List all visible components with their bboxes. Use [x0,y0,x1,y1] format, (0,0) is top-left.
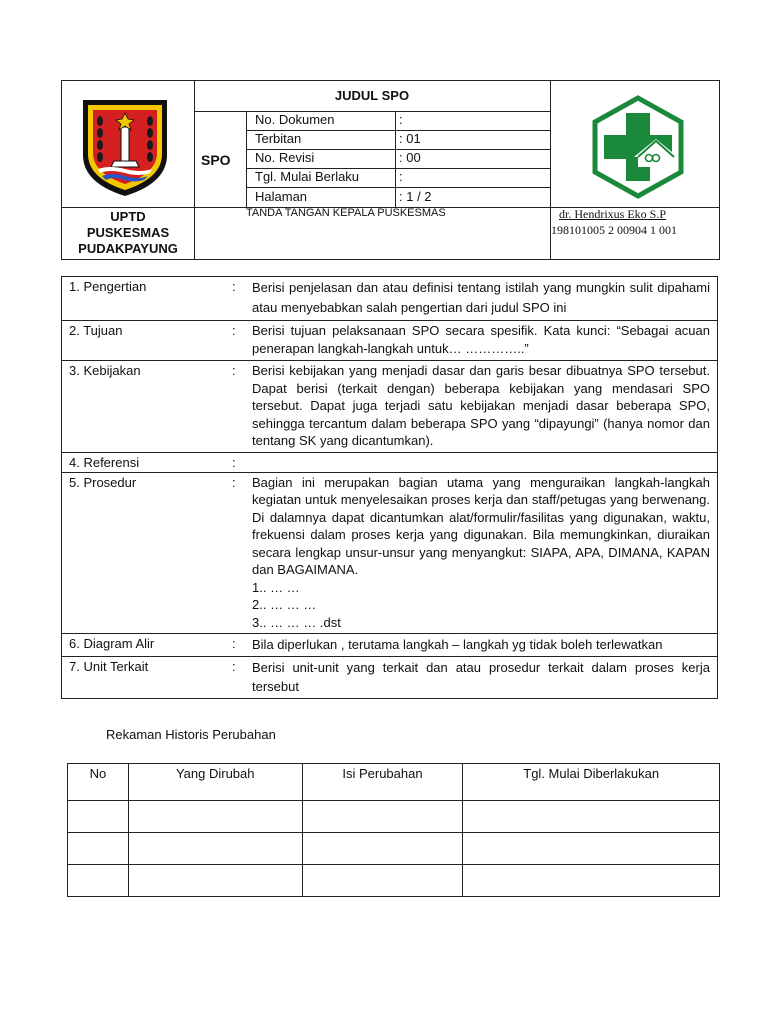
effective-date-label: Tgl. Mulai Berlaku [255,169,360,184]
puskesmas-logo-icon [590,95,686,199]
section-label: 1. Pengertian [69,279,147,294]
effective-date-value: : [399,169,403,184]
table-cell[interactable] [463,833,720,865]
table-cell[interactable] [463,801,720,833]
doc-number-value: : [399,112,403,127]
table-row [68,865,720,897]
section-text: Berisi kebijakan yang menjadi dasar dan garis besar dibuatnya SPO tersebut. Dapat berisi (terkait dengan) beberapa kebijakan yang mendasari SPO tersebut. Dapat juga terjadi satu kebijakan menjadi dasar beberapa SPO, sehingga tercantum dalam beberapa SPO yang “dipayungi” (hanya nomor dan tentang SK yang dicantumkan). [252,363,710,448]
procedure-step: 1.. … … [252,579,300,595]
section-colon: : [232,279,236,294]
table-cell[interactable] [302,833,463,865]
signature-caption: TANDA TANGAN KEPALA PUSKESMAS [246,207,446,219]
table-cell[interactable] [302,865,463,897]
section-text: Berisi tujuan pelaksanaan SPO secara spesifik. Kata kunci: “Sebagai acuan penerapan langkah-langkah untuk… …………..” [252,323,710,356]
head-nip: 198101005 2 00904 1 001 [551,223,677,237]
history-col-content: Isi Perubahan [302,764,463,801]
procedure-step: 2.. … … … [252,597,317,612]
section-colon: : [232,323,236,338]
section-row-reference [62,453,717,473]
section-row-procedure [62,473,717,635]
org-line-3: PUDAKPAYUNG [78,241,178,256]
spo-label: SPO [201,152,231,168]
section-label: 3. Kebijakan [69,363,141,378]
table-cell[interactable] [463,865,720,897]
history-header-row [68,764,720,801]
section-label: 5. Prosedur [69,474,137,490]
history-col-changed: Yang Dirubah [128,764,302,801]
procedure-step: 3.. … … … .dst [252,614,341,630]
history-table [67,763,720,897]
section-row-related-unit [62,657,717,698]
org-line-1: UPTD [110,209,146,224]
table-cell[interactable] [68,865,129,897]
section-label: 6. Diagram Alir [69,636,155,651]
section-row-flowchart [62,634,717,657]
history-col-no: No [68,764,129,801]
table-cell[interactable] [68,801,129,833]
document-header [61,80,720,260]
page-value: : 1 / 2 [399,189,432,204]
revision-value: : 00 [399,150,421,165]
organization-name [62,209,194,257]
section-text: Bila diperlukan , terutama langkah – langkah yg tidak boleh terlewatkan [252,637,663,652]
org-line-2: PUSKESMAS [86,225,170,240]
spo-content-table [61,276,718,699]
table-row [68,801,720,833]
doc-number-label: No. Dokumen [255,112,335,127]
section-label: 4. Referensi [69,454,140,470]
section-label: 7. Unit Terkait [69,659,149,674]
section-colon: : [232,363,236,378]
history-col-date: Tgl. Mulai Diberlakukan [463,764,720,801]
table-cell[interactable] [128,865,302,897]
section-text: Berisi unit-unit yang terkait dan atau prosedur terkait dalam proses kerja tersebut [252,660,710,694]
page-label: Halaman [255,189,308,204]
table-cell[interactable] [128,801,302,833]
section-row-policy [62,361,717,453]
section-colon: : [232,659,236,674]
table-cell[interactable] [128,833,302,865]
table-row [68,833,720,865]
revision-label: No. Revisi [255,150,315,165]
section-colon: : [232,636,236,651]
history-title: Rekaman Historis Perubahan [106,727,276,742]
section-label: 2. Tujuan [69,323,123,338]
section-text: Bagian ini merupakan bagian utama yang menguraikan langkah-langkah kegiatan untuk menyelesaikan proses kerja dan staff/petugas yang berwenang. Di dalamnya dapat dicantumkan alat/formulir/fasilitas yang digunakan, waktu, frekuensi dalam proses kerja yang digunakan. Bila memungkinkan, diuraikan secara lengkap unsur-unsur yang menyangkut: SIAPA, APA, DIMANA, KAPAN dan BAGAIMANA. [252,474,710,577]
city-emblem-icon [80,97,170,199]
section-colon: : [232,474,236,490]
table-cell[interactable] [302,801,463,833]
section-row-definition [62,277,717,321]
edition-label: Terbitan [255,131,302,146]
section-row-purpose [62,321,717,361]
document-title: JUDUL SPO [334,88,410,103]
head-name: dr. Hendrixus Eko S.P [559,207,667,221]
table-cell[interactable] [68,833,129,865]
section-text: Berisi penjelasan dan atau definisi tentang istilah yang mungkin sulit dipahami atau menyebabkan salah pengertian dari judul SPO ini [252,280,710,315]
edition-value: : 01 [399,131,421,146]
section-colon: : [232,454,236,470]
